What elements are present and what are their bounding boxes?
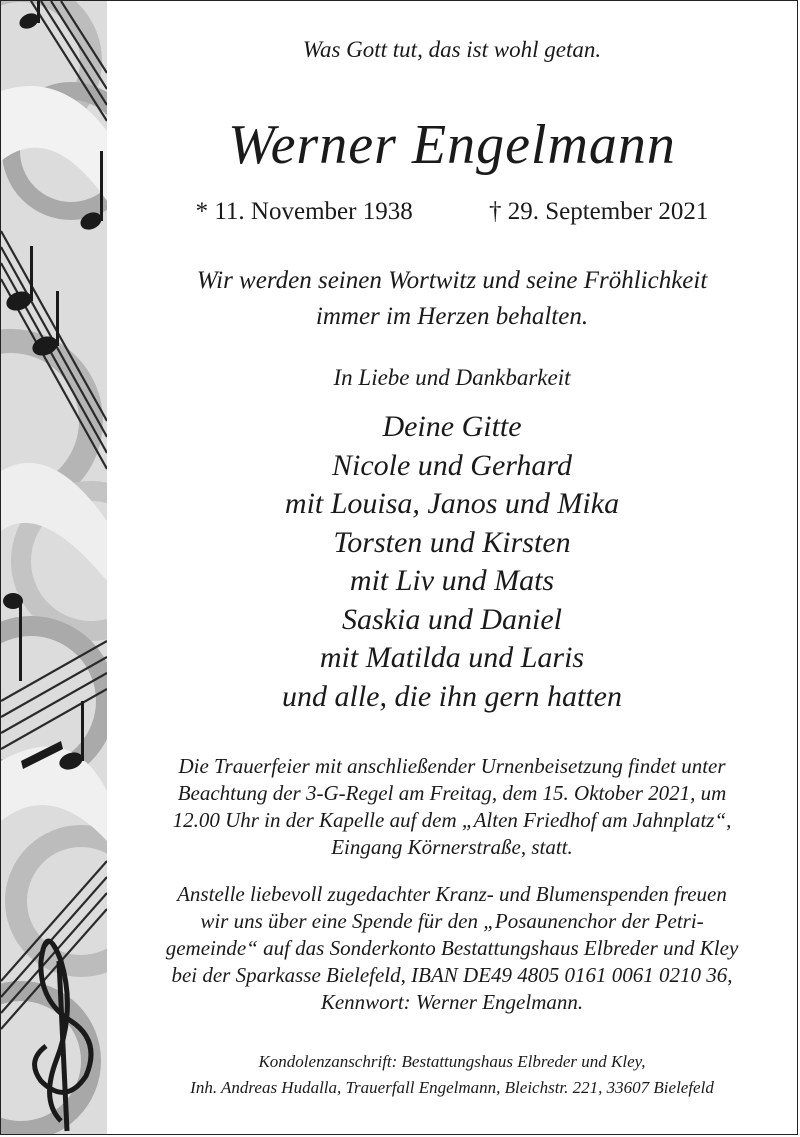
mourner-line: mit Liv und Mats (349, 564, 555, 597)
memorial-quote (107, 263, 797, 335)
mourner-line: Nicole und Gerhard (332, 448, 572, 482)
donation-request (107, 881, 797, 1016)
notice-content (107, 1, 797, 1134)
condolence-line: Kondolenzanschrift: Bestattungshaus Elbreder und Kley, (258, 1052, 646, 1071)
music-notes-decoration (1, 1, 107, 1134)
funeral-details-line: Die Trauerfeier mit anschließender Urnenbeisetzung findet unter (178, 754, 726, 778)
mourner-line: Deine Gitte (382, 410, 522, 443)
quote-line: Wir werden seinen Wortwitz und seine Fröhlichkeit (196, 267, 708, 294)
motto: Was Gott tut, das ist wohl getan. (302, 37, 602, 62)
death-date: † 29. September 2021 (488, 198, 709, 225)
mourners-list (107, 408, 797, 716)
mourner-line: Saskia und Daniel (342, 602, 562, 636)
funeral-details-line: Beachtung der 3-G-Regel am Freitag, dem 15. Oktober 2021, um (177, 781, 727, 805)
gratitude-line: In Liebe und Dankbarkeit (333, 365, 571, 390)
donation-line: wir uns über eine Spende für den „Posaunenchor der Petri- (200, 909, 704, 933)
donation-line: Anstelle liebevoll zugedachter Kranz- und Blumenspenden freuen (177, 882, 727, 906)
mourner-line: mit Matilda und Laris (319, 641, 585, 674)
condolence-line: Inh. Andreas Hudalla, Trauerfall Engelmann, Bleichstr. 221, 33607 Bielefeld (190, 1078, 714, 1097)
condolence-address (107, 1049, 797, 1101)
funeral-details (107, 753, 797, 861)
birth-date: * 11. November 1938 (195, 198, 413, 225)
mourner-line: mit Louisa, Janos und Mika (284, 487, 620, 520)
quote-line: immer im Herzen behalten. (315, 303, 589, 330)
mourner-line: Torsten und Kirsten (333, 525, 571, 559)
funeral-details-line: Eingang Körnerstraße, statt. (331, 835, 573, 859)
deceased-name: Werner Engelmann (228, 114, 676, 176)
donation-line: bei der Sparkasse Bielefeld, IBAN DE49 4805 0161 0061 0210 36, (171, 963, 733, 987)
donation-line: gemeinde“ auf das Sonderkonto Bestattungshaus Elbreder und Kley (165, 936, 739, 960)
life-dates (107, 198, 797, 226)
donation-line: Kennwort: Werner Engelmann. (320, 990, 584, 1014)
funeral-details-line: 12.00 Uhr in der Kapelle auf dem „Alten Friedhof am Jahnplatz“, (172, 808, 732, 832)
mourner-line: und alle, die ihn gern hatten (282, 679, 622, 713)
